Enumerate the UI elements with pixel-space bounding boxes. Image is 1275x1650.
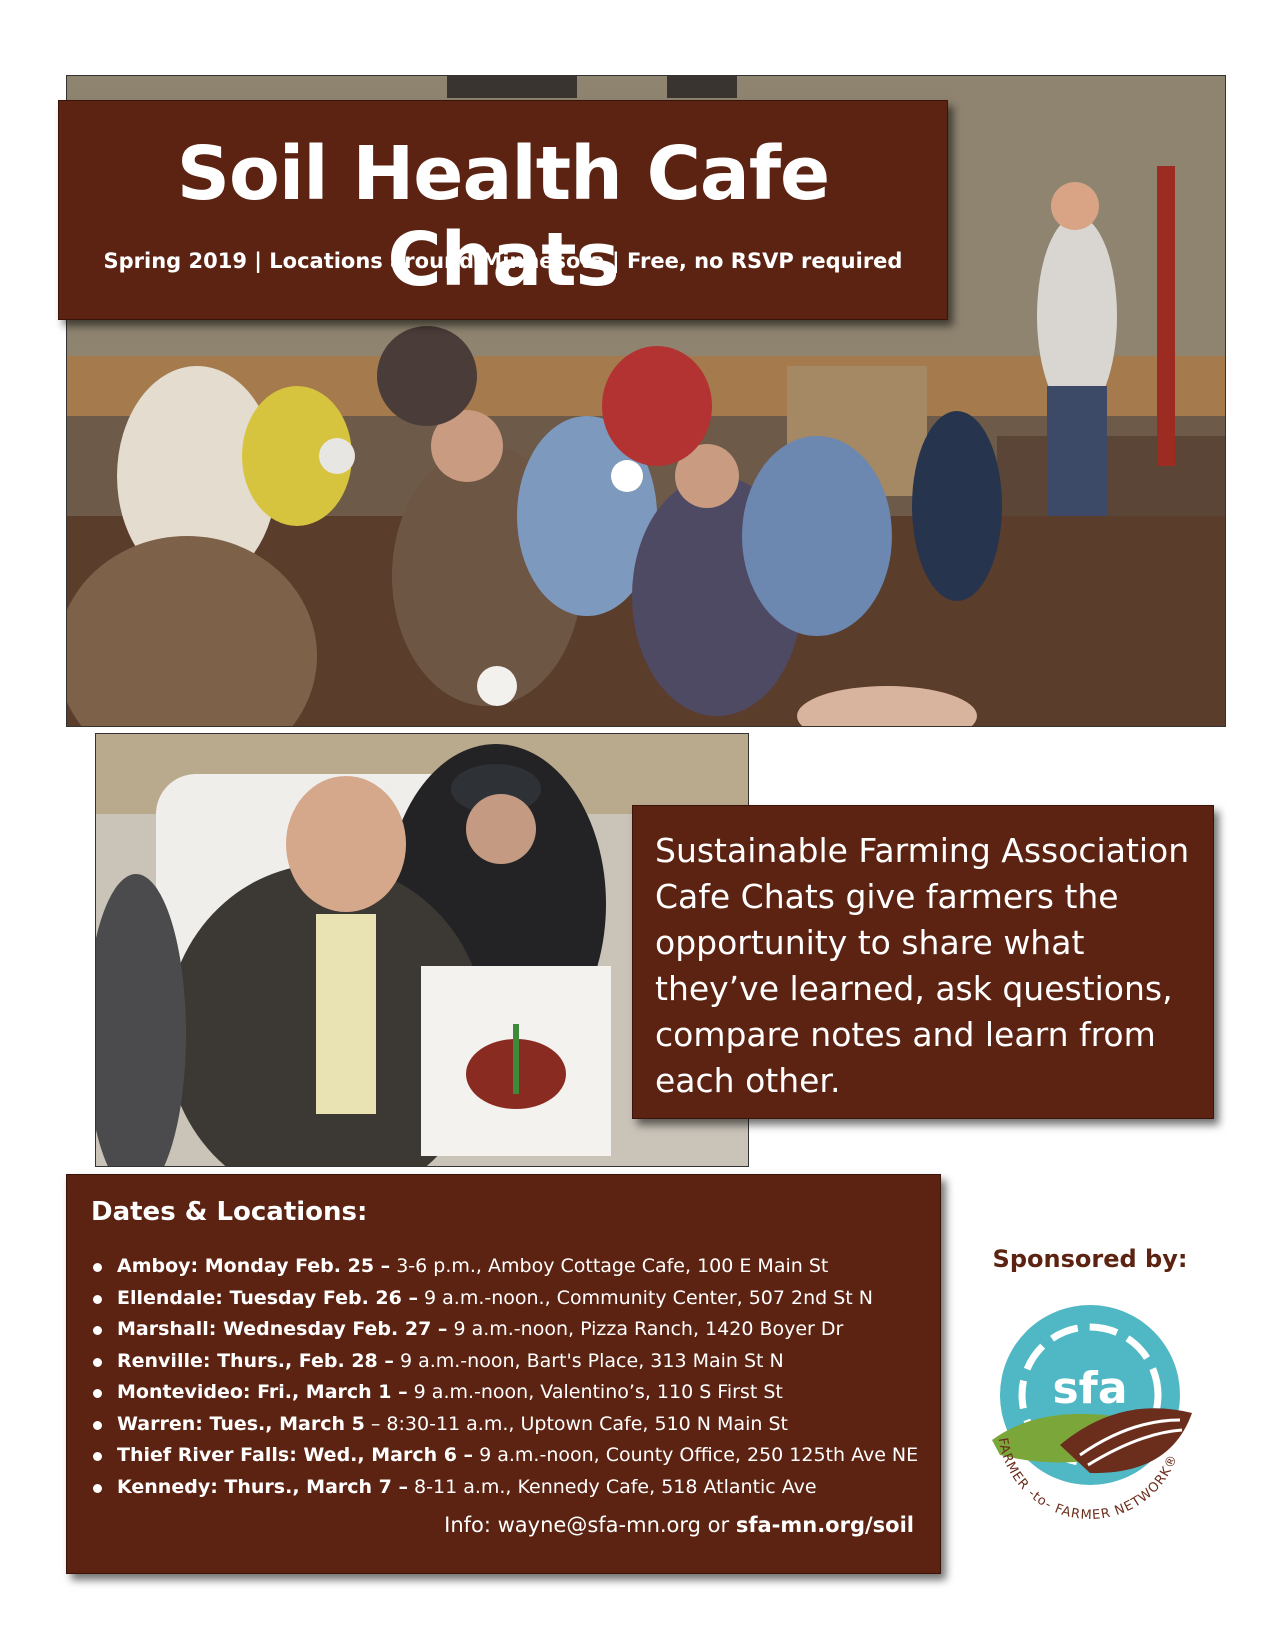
list-item [91, 1346, 918, 1378]
event-date: Kennedy: Thurs., March 7 – [117, 1475, 408, 1498]
event-details: 9 a.m.-noon, Bart's Place, 313 Main St N [393, 1349, 784, 1372]
logo-ring-text: FARMER -to- FARMER NETWORK® [994, 1436, 1182, 1524]
event-details: 8-11 a.m., Kennedy Cafe, 518 Atlantic Ave [408, 1475, 817, 1498]
description-text: Sustainable Farming Association Cafe Chats give farmers the opportunity to share what they’ve learned, ask questions, compare notes and learn from each other. [655, 831, 1190, 1100]
list-item [91, 1440, 918, 1472]
event-details: 3-6 p.m., Amboy Cottage Cafe, 100 E Main St [390, 1255, 829, 1277]
header-banner [58, 100, 948, 320]
website-link[interactable]: sfa-mn.org/soil [735, 1513, 914, 1537]
event-date: Montevideo: Fri., March 1 – [117, 1381, 408, 1403]
list-item [91, 1472, 918, 1504]
event-date: Renville: Thurs., Feb. 28 – [117, 1349, 394, 1372]
event-date: Marshall: Wednesday Feb. 27 – [117, 1318, 448, 1340]
dates-heading: Dates & Locations: [91, 1197, 368, 1227]
description-box [632, 805, 1214, 1119]
event-details: – 8:30-11 a.m., Uptown Cafe, 510 N Main St [364, 1412, 788, 1435]
contact-email: Info: wayne@sfa-mn.org or [444, 1513, 736, 1537]
event-details: 9 a.m.-noon, County Office, 250 125th Ave NE [473, 1444, 919, 1466]
event-details: 9 a.m.-noon, Valentino’s, 110 S First St [407, 1381, 783, 1403]
event-details: 9 a.m.-noon, Pizza Ranch, 1420 Boyer Dr [447, 1318, 844, 1340]
contact-info [444, 1513, 914, 1537]
sponsor-label: Sponsored by: [992, 1245, 1188, 1273]
event-date: Amboy: Monday Feb. 25 – [117, 1255, 391, 1277]
page-title: Soil Health Cafe Chats [176, 131, 830, 303]
event-date: Ellendale: Tuesday Feb. 26 – [117, 1286, 418, 1309]
logo-text: sfa [1052, 1363, 1128, 1414]
dates-list [91, 1251, 918, 1503]
event-date: Warren: Tues., March 5 [117, 1412, 365, 1435]
page-subtitle: Spring 2019 | Locations around Minnesota | Free, no RSVP required [103, 249, 903, 273]
list-item [91, 1251, 918, 1283]
list-item [91, 1283, 918, 1315]
event-details: 9 a.m.-noon., Community Center, 507 2nd St N [417, 1286, 874, 1309]
sfa-logo [970, 1295, 1210, 1535]
list-item [91, 1409, 918, 1441]
list-item [91, 1314, 918, 1346]
list-item [91, 1377, 918, 1409]
event-date: Thief River Falls: Wed., March 6 – [117, 1444, 474, 1466]
dates-locations-box [66, 1174, 941, 1574]
